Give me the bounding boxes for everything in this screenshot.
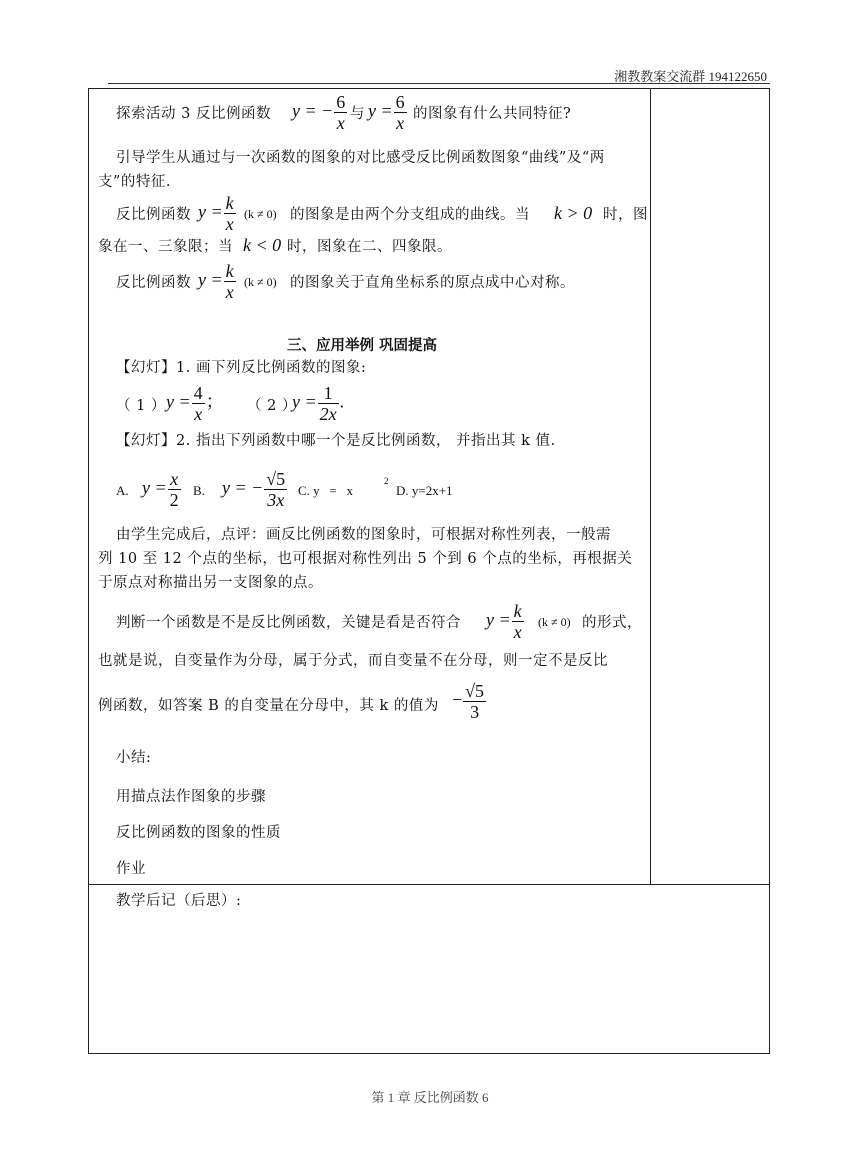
activity3-prefix: 探索活动 3 反比例函数: [116, 106, 271, 122]
fraction-denominator: 2: [169, 490, 179, 510]
section3-title: 三、应用举例 巩固提高: [287, 338, 438, 354]
property2-prefix: 反比例函数: [116, 275, 191, 291]
judge-prefix: 判断一个函数是不是反比例函数，关键是看是否符合: [116, 615, 461, 631]
property1-tail: 时，图: [603, 207, 648, 223]
formula-lhs: y =: [166, 391, 191, 412]
page-footer: 第 1 章 反比例函数 6: [371, 1090, 489, 1105]
minus-sign: −: [452, 689, 463, 710]
slide2-option-b-formula: [222, 469, 288, 510]
fraction-denominator: x: [225, 282, 234, 302]
fraction-numerator: √5: [465, 681, 485, 701]
property1-k-negative: k < 0: [243, 235, 282, 255]
slide2-option-c-exponent: 2: [384, 476, 389, 486]
guide-line-1: 引导学生从通过与一次函数的图象的对比感受反比例函数图象“曲线”及“两: [116, 150, 605, 166]
header-group-text: 湘教教案交流群 194122650: [614, 69, 767, 84]
property1-mid: 的图象是由两个分支组成的曲线。当: [290, 207, 530, 223]
fraction-denominator: 2x: [319, 404, 337, 424]
formula-lhs: y =: [198, 269, 223, 290]
table-column-divider: [650, 88, 651, 884]
property1-formula: [198, 193, 237, 234]
header-rule: [108, 83, 770, 84]
guide-line-2: 支”的特征.: [98, 174, 172, 190]
fraction-numerator: k: [225, 261, 234, 281]
formula-lhs: y =: [368, 100, 393, 121]
comment-line-2: 列 10 至 12 个点的坐标，也可根据对称性列出 5 个到 6 个点的坐标，再根据关: [98, 551, 633, 567]
slide2-text: 【幻灯】2. 指出下列函数中哪一个是反比例函数， 并指出其 k 值.: [116, 433, 556, 449]
activity3-and: 与: [350, 106, 365, 122]
slide1-item1-label: （ 1 ）: [116, 398, 166, 414]
slide2-option-b-label: B.: [193, 483, 205, 498]
summary-item-2: 反比例函数的图象的性质: [116, 825, 281, 841]
fraction-denominator: 3: [470, 702, 480, 722]
fraction-denominator: 3x: [267, 490, 285, 510]
formula-lhs: y =: [486, 609, 511, 630]
slide2-option-c-label: C. y = x: [298, 483, 354, 498]
activity3-formula-1: [292, 92, 348, 133]
fraction-numerator: k: [513, 601, 522, 621]
fraction-denominator: x: [194, 404, 203, 424]
property2-suffix: 的图象关于直角坐标系的原点成中心对称。: [290, 275, 575, 291]
formula-lhs: y = −: [292, 100, 334, 121]
slide1-item2-formula: [292, 383, 344, 424]
activity3-formula-2: [368, 92, 408, 133]
property1-line2-b: 时，图象在二、四象限。: [287, 239, 452, 255]
separator: ；: [205, 391, 224, 412]
property1-k-positive: k > 0: [554, 203, 593, 223]
period: .: [339, 391, 345, 412]
fraction-denominator: x: [396, 113, 405, 133]
slide1-text: 【幻灯】1. 画下列反比例函数的图象:: [116, 360, 367, 376]
fraction-denominator: x: [513, 622, 522, 642]
activity3-suffix: 的图象有什么共同特征?: [413, 106, 572, 122]
fraction-denominator: x: [225, 214, 234, 234]
formula-lhs: y =: [292, 391, 317, 412]
summary-item-1: 用描点法作图象的步骤: [116, 789, 266, 805]
slide1-item2-label: （ 2 ）: [247, 398, 297, 414]
fraction-numerator: x: [168, 469, 181, 490]
fraction-numerator: √5: [266, 469, 286, 489]
slide2-option-a-label: A.: [116, 483, 129, 498]
fraction-numerator: 1: [318, 383, 339, 404]
property2-formula: [198, 261, 237, 302]
formula-lhs: y = −: [222, 477, 264, 498]
summary-item-3: 作业: [116, 861, 146, 877]
property1-condition: (k ≠ 0): [244, 207, 277, 221]
property1-prefix: 反比例函数: [116, 207, 191, 223]
slide2-option-a-formula: [142, 469, 182, 510]
formula-lhs: y =: [198, 201, 223, 222]
comment-line-3: 于原点对称描出另一支图象的点。: [98, 575, 323, 591]
summary-title: 小结:: [116, 750, 152, 766]
judge-suffix: 的形式，: [582, 615, 642, 631]
property2-condition: (k ≠ 0): [244, 275, 277, 289]
judge-formula: [486, 601, 525, 642]
slide2-option-d-label: D. y=2x+1: [396, 483, 453, 498]
fraction-numerator: 6: [395, 92, 405, 112]
fraction-denominator: x: [336, 113, 345, 133]
fraction-numerator: k: [225, 193, 234, 213]
formula-lhs: y =: [142, 477, 167, 498]
comment-line-1: 由学生完成后，点评：画反比例函数的图象时，可根据对称性列表，一般需: [116, 527, 611, 543]
judge-line-2: 也就是说，自变量作为分母，属于分式，而自变量不在分母，则一定不是反比: [98, 653, 608, 669]
property1-line2-a: 象在一、三象限；当: [98, 239, 233, 255]
reflection-label: 教学后记（后思）:: [116, 893, 242, 909]
fraction-numerator: 6: [336, 92, 346, 112]
judge-line-3: 例函数，如答案 B 的自变量在分母中，其 k 的值为: [98, 698, 439, 714]
slide1-item1-formula: [166, 383, 224, 424]
judge-answer: [452, 681, 487, 722]
judge-condition: (k ≠ 0): [538, 615, 571, 629]
table-row-divider: [88, 884, 770, 885]
fraction-numerator: 4: [193, 383, 203, 403]
